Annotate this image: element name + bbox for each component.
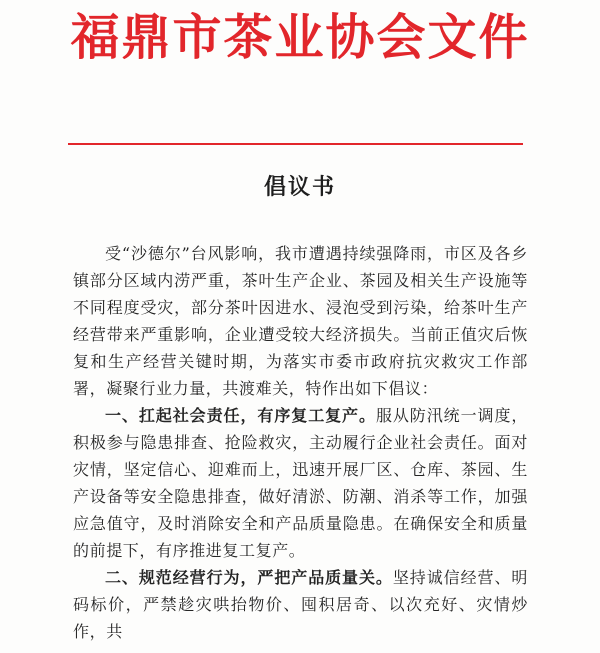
proposal-item-1-text: 服从防汛统一调度，积极参与隐患排查、抢险救灾，主动履行企业社会责任。面对灾情，坚定信心、迎难而上，迅速开展厂区、仓库、茶园、生产设备等安全隐患排查，做好清淤、防潮、消杀等工作，加强应急值守，及时消除安全和产品质量隐患。在确保安全和质量的前提下，有序推进复工复产。 [73,406,528,560]
document-title: 倡议书 [263,174,336,200]
proposal-item-2-text: 坚持诚信经营、明码标价，严禁趁灾哄抬物价、囤积居奇、以次充好、灾情炒作，共 [73,568,528,641]
red-divider-line [68,143,523,145]
org-header-title: 福鼎市茶业协会文件 [70,8,530,66]
intro-paragraph: 受“沙德尔”台风影响，我市遭遇持续强降雨，市区及各乡镇部分区域内涝严重，茶叶生产企业、茶园及相关生产设施等不同程度受灾，部分茶叶因进水、浸泡受到污染，给茶叶生产经营带来严重影响，企业遭受较大经济损失。当前正值灾后恢复和生产经营关键时期，为落实市委市政府抗灾救灾工作部署，凝聚行业力量，共渡难关，特作出如下倡议： [73,244,528,398]
proposal-item-2-heading: 二、规范经营行为，严把产品质量关。 [105,568,393,587]
proposal-item-1-heading: 一、扛起社会责任，有序复工复产。 [105,406,376,425]
proposal-item-2 [73,564,528,645]
proposal-item-1 [73,402,528,564]
document-body [73,240,528,645]
